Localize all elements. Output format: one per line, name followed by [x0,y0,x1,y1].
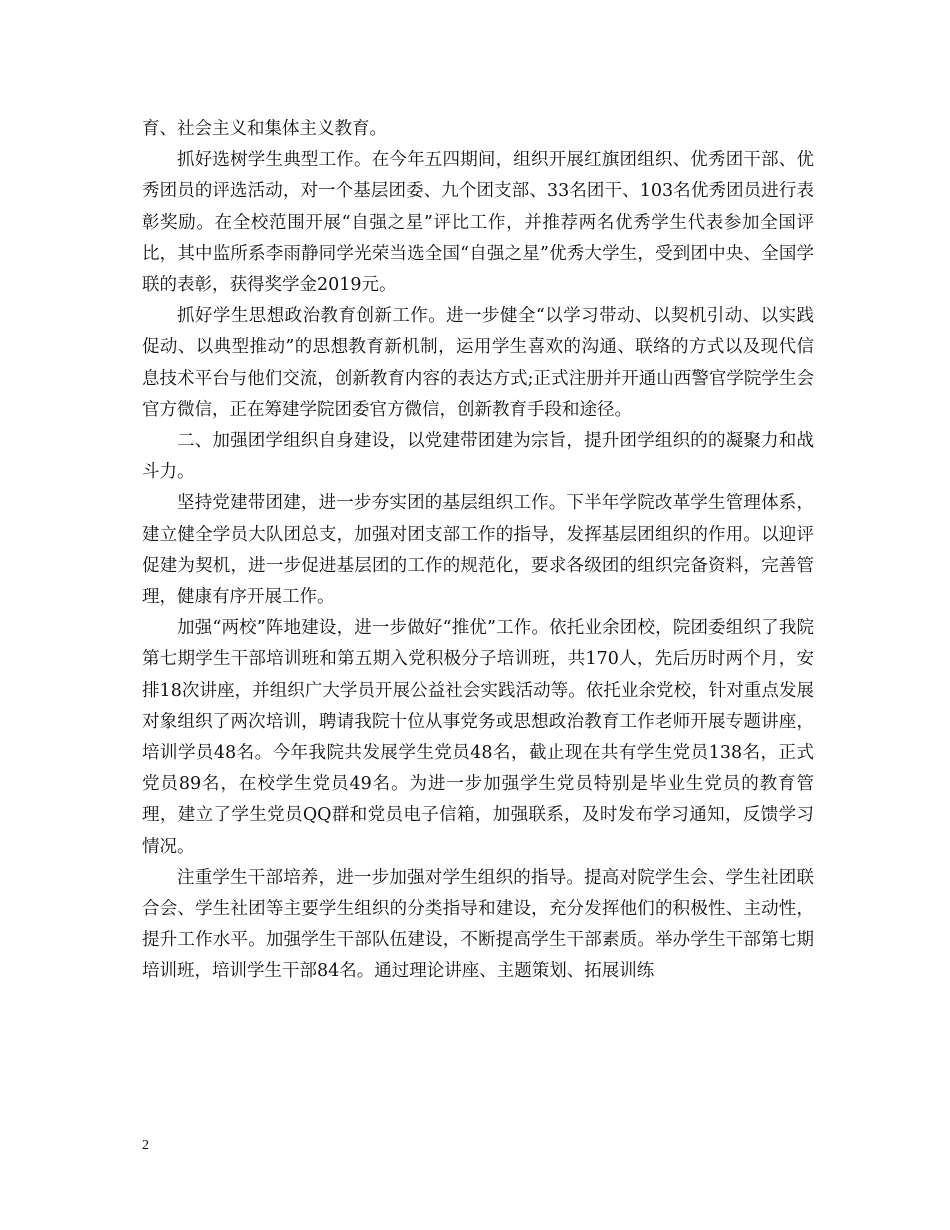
document-body [142,114,814,988]
page-number: 2 [142,1138,149,1153]
paragraph-party-builds-league: 坚持党建带团建，进一步夯实团的基层组织工作。下半年学院改革学生管理体系，建立健全学员大队团总支，加强对团支部工作的指导，发挥基层团组织的作用。以迎评促建为契机，进一步促进基层团的工作的规范化，要求各级团的组织完备资料，完善管理，健康有序开展工作。 [142,493,814,608]
paragraph-cadre-training: 注重学生干部培养，进一步加强对学生组织的指导。提高对院学生会、学生社团联合会、学生社团等主要学生组织的分类指导和建设，充分发挥他们的积极性、主动性，提升工作水平。加强学生干部队伍建设，不断提高学生干部素质。举办学生干部第七期培训班，培训学生干部84名。通过理论讲座、主题策划、拓展训练 [142,867,814,982]
paragraph-continuation: 育、社会主义和集体主义教育。 [142,119,387,139]
section-heading-organization-building: 二、加强团学组织自身建设，以党建带团建为宗旨，提升团学组织的的凝聚力和战斗力。 [142,431,814,483]
paragraph-student-models: 抓好选树学生典型工作。在今年五四期间，组织开展红旗团组织、优秀团干部、优秀团员的评选活动，对一个基层团委、九个团支部、33名团干、103名优秀团员进行表彰奖励。在全校范围开展“自强之星”评比工作，并推荐两名优秀学生代表参加全国评比，其中监所系李雨静同学光荣当选全国“自强之星”优秀大学生，受到团中央、全国学联的表彰，获得奖学金2019元。 [142,150,814,296]
paragraph-education-innovation: 抓好学生思想政治教育创新工作。进一步健全“以学习带动、以契机引动、以实践促动、以典型推动”的思想教育新机制，运用学生喜欢的沟通、联络的方式以及现代信息技术平台与他们交流，创新教育内容的表达方式;正式注册并开通山西警官学院学生会官方微信，正在筹建学院团委官方微信，创新教育手段和途径。 [142,306,814,420]
paragraph-two-schools: 加强“两校”阵地建设，进一步做好“推优”工作。依托业余团校，院团委组织了我院第七期学生干部培训班和第五期入党积极分子培训班，共170人，先后历时两个月，安排18次讲座，并组织广大学员开展公益社会实践活动等。依托业余党校，针对重点发展对象组织了两次培训，聘请我院十位从事党务或思想政治教育工作老师开展专题讲座，培训学员48名。今年我院共发展学生党员48名，截止现在共有学生党员138名，正式党员89名，在校学生党员49名。为进一步加强学生党员特别是毕业生党员的教育管理，建立了学生党员QQ群和党员电子信箱，加强联系，及时发布学习通知，反馈学习情况。 [142,618,814,857]
